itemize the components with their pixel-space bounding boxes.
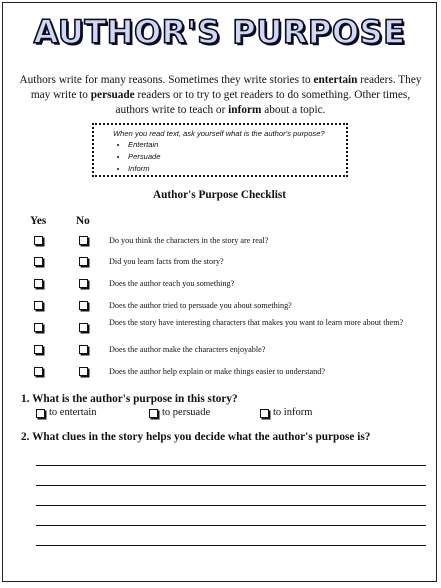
yes-checkbox[interactable] [34,301,43,310]
answer-line[interactable] [36,505,426,506]
checklist-question: Does the author help explain or make things easier to understand? [109,367,325,376]
checklist-question: Did you learn facts from the story? [109,257,224,266]
checklist-question: Does the author make the characters enjoyable? [109,345,266,354]
worksheet-page [2,2,437,582]
yes-checkbox[interactable] [34,367,43,376]
answer-line[interactable] [36,465,426,466]
yes-column-header: Yes [30,215,47,227]
intro-text: about a topic. [261,104,326,116]
intro-paragraph [15,73,426,118]
checklist-question: Does the author tried to persuade you about something? [109,301,292,310]
yes-checkbox[interactable] [34,236,43,245]
question-2: 2. What clues in the story helps you decide what the author's purpose is? [21,431,371,443]
tip-list [113,139,346,175]
yes-checkbox[interactable] [34,345,43,354]
option-inform[interactable] [260,407,312,418]
no-checkbox[interactable] [79,301,88,310]
checklist-question: Does the author teach you something? [109,279,235,288]
no-checkbox[interactable] [79,367,88,376]
no-checkbox[interactable] [79,279,88,288]
no-checkbox[interactable] [79,257,88,266]
no-checkbox[interactable] [79,236,88,245]
tip-item: • Inform [128,163,346,175]
yes-checkbox[interactable] [34,323,43,332]
option-checkbox[interactable] [260,409,269,418]
yes-checkbox[interactable] [34,257,43,266]
intro-text: readers or to try to get readers to do something. Other times, authors write to teach or [115,89,411,116]
option-checkbox[interactable] [149,409,158,418]
intro-keyword-persuade: persuade [90,89,135,101]
answer-line[interactable] [36,485,426,486]
option-label: to persuade [162,407,211,418]
tip-item: • Entertain [128,139,346,151]
option-label: to entertain [49,407,97,418]
tip-item: • Persuade [128,151,346,163]
option-entertain[interactable] [36,407,97,418]
no-checkbox[interactable] [79,345,88,354]
checklist-question: Do you think the characters in the story are real? [109,236,269,245]
no-checkbox[interactable] [79,323,88,332]
checklist-question: Does the story have interesting characters that makes you want to learn more about them? [109,318,404,327]
intro-text: Authors write for many reasons. Sometimes they write stories to [19,74,314,86]
option-label: to inform [273,407,313,418]
answer-line[interactable] [36,545,426,546]
yes-checkbox[interactable] [34,279,43,288]
no-column-header: No [76,215,90,227]
answer-line[interactable] [36,525,426,526]
intro-text: readers. They may write to [30,74,422,101]
question-1: 1. What is the author's purpose in this story? [21,393,238,405]
checklist-title: Author's Purpose Checklist [152,189,287,201]
page-title: AUTHOR'S PURPOSE [33,13,406,51]
intro-keyword-entertain: entertain [313,74,358,86]
intro-keyword-inform: inform [228,104,262,116]
tip-question: When you read text, ask yourself what is the author's purpose? [113,129,325,138]
tip-box [92,123,348,177]
option-persuade[interactable] [149,407,210,418]
option-checkbox[interactable] [36,409,45,418]
